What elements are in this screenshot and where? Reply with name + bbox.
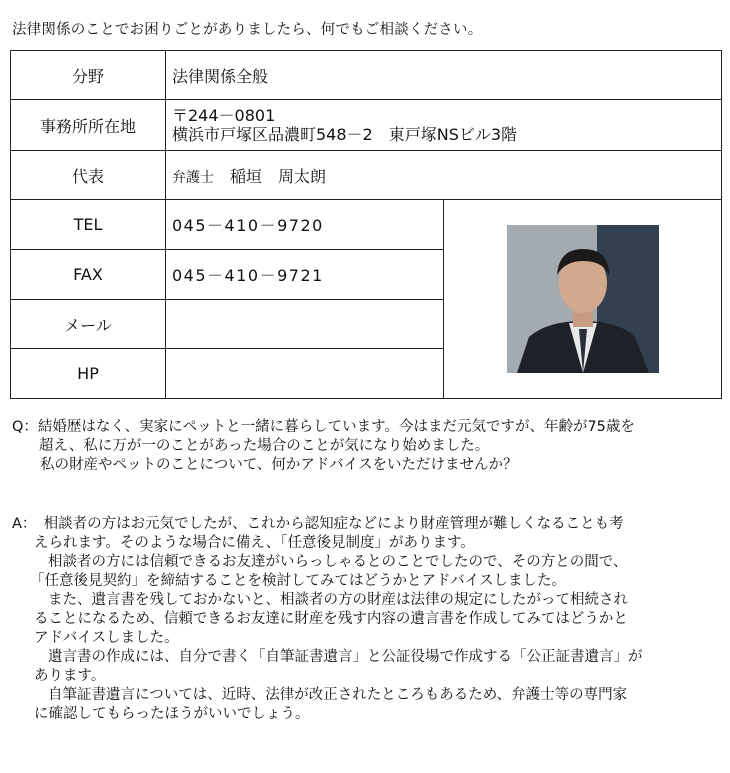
- mail-label: メール: [11, 300, 166, 349]
- answer-line: また、遺言書を残しておかないと、相談者の方の財産は法律の規定にしたがって相続され: [48, 592, 628, 608]
- field-value: 法律関係全般: [166, 51, 722, 100]
- answer-block: [12, 515, 643, 724]
- fax-value: 045－410－9721: [166, 250, 444, 300]
- rep-title: 弁護士: [172, 169, 214, 186]
- office-address: 横浜市戸塚区品濃町548－2 東戸塚NSビル3階: [172, 125, 518, 144]
- rep-name: 稲垣 周太朗: [230, 166, 327, 186]
- office-postal: 〒244－0801: [172, 106, 276, 125]
- question-line: 超え、私に万が一のことがあった場合のことが気になり始めました。: [39, 438, 490, 454]
- mail-value: [166, 300, 444, 349]
- rep-label: 代表: [11, 151, 166, 200]
- lawyer-photo: [507, 225, 659, 373]
- answer-line: A： 相談者の方はお元気でしたが、これから認知症などにより財産管理が難しくなることも考: [12, 516, 624, 532]
- answer-line: アドバイスしました。: [34, 630, 179, 646]
- photo-cell: [444, 200, 722, 399]
- answer-line: 自筆証書遺言については、近時、法律が改正されたところもあるため、弁護士等の専門家: [48, 687, 628, 703]
- answer-line: ることになるため、信頼できるお友達に財産を残す内容の遺言書を作成してみてはどうかと: [34, 611, 628, 627]
- answer-line: あります。: [34, 668, 106, 684]
- answer-line: 「任意後見契約」を締結することを検討してみてはどうかとアドバイスしました。: [30, 573, 567, 589]
- answer-line: 相談者の方には信頼できるお友達がいらっしゃるとのことでしたので、その方との間で、: [48, 554, 628, 570]
- office-label: 事務所所在地: [11, 100, 166, 151]
- profile-table: [10, 50, 722, 399]
- answer-line: に確認してもらったほうがいいでしょう。: [34, 706, 310, 722]
- hp-value: [166, 349, 444, 399]
- fax-label: FAX: [11, 250, 166, 300]
- office-address-cell: [166, 100, 722, 151]
- question-line: 私の財産やペットのことについて、何かアドバイスをいただけませんか？: [40, 457, 518, 473]
- answer-line: えられます。そのような場合に備え、「任意後見制度」があります。: [34, 535, 475, 551]
- question-block: [12, 418, 635, 475]
- field-label: 分野: [11, 51, 166, 100]
- rep-cell: [166, 151, 722, 200]
- question-line: Q：結婚歴はなく、実家にペットと一緒に暮らしています。今はまだ元気ですが、年齢が75歳を: [12, 419, 635, 435]
- tel-value: 045－410－9720: [166, 200, 444, 250]
- person-silhouette-icon: [507, 225, 659, 373]
- hp-label: HP: [11, 349, 166, 399]
- tel-label: TEL: [11, 200, 166, 250]
- answer-line: 遺言書の作成には、自分で書く「自筆証書遺言」と公証役場で作成する「公正証書遺言」が: [48, 649, 643, 665]
- intro-text: 法律関係のことでお困りごとがありましたら、何でもご相談ください。: [12, 22, 483, 38]
